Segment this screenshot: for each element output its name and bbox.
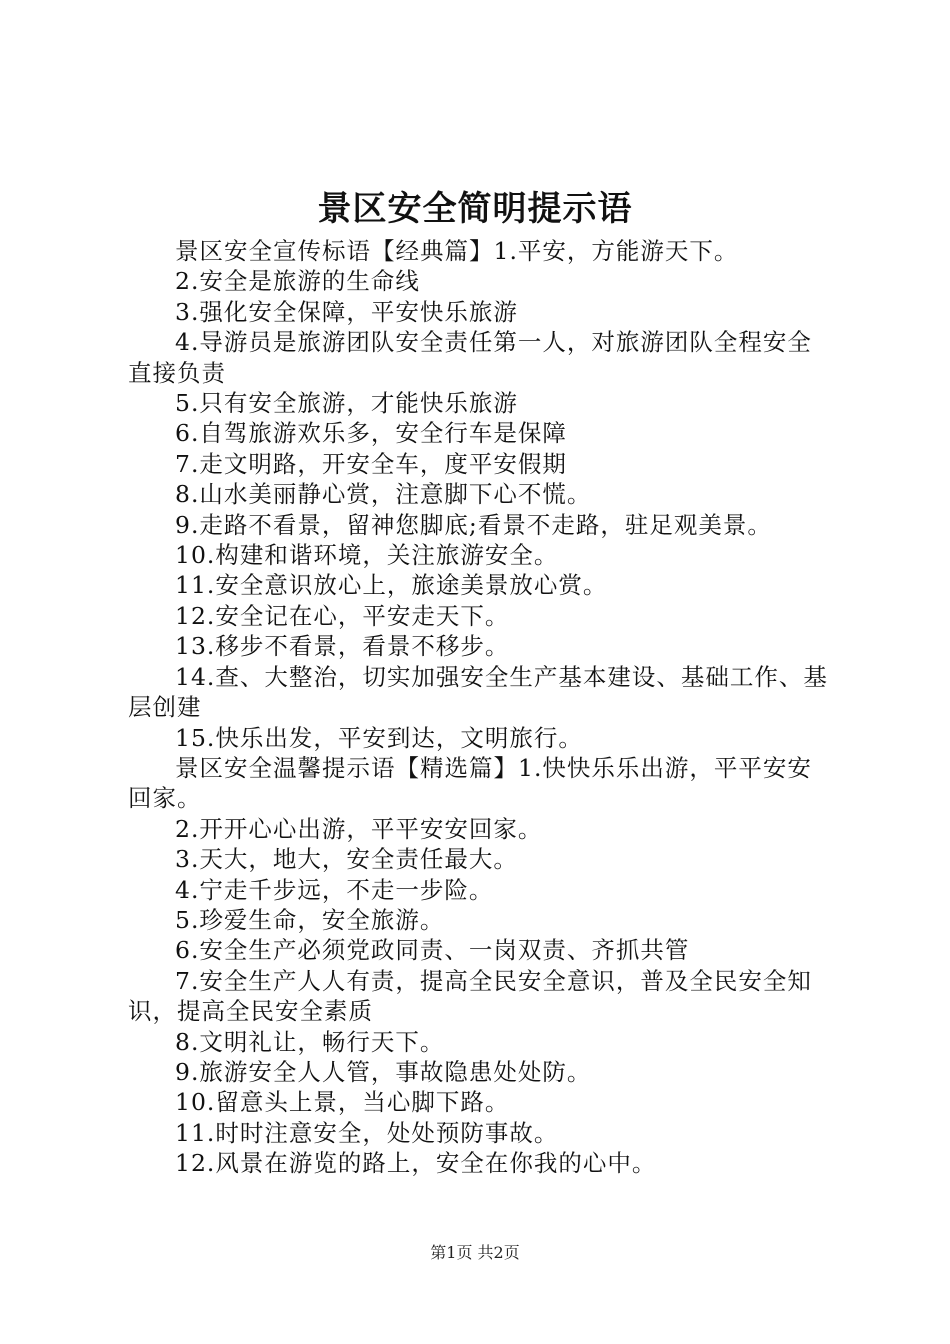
paragraph: 景区安全温馨提示语【精选篇】1.快快乐乐出游，平平安安回家。 xyxy=(128,753,812,813)
paragraph: 景区安全宣传标语【经典篇】1.平安，方能游天下。 xyxy=(175,237,739,265)
page-footer: 第1页 共2页 xyxy=(430,1243,520,1262)
paragraph: 6.安全生产必须党政同责、一岗双责、齐抓共管 xyxy=(175,936,690,965)
paragraph: 13.移步不看景，看景不移步。 xyxy=(175,632,510,661)
paragraph: 5.珍爱生命，安全旅游。 xyxy=(175,905,445,934)
document-body xyxy=(128,236,833,1179)
paragraph: 5.只有安全旅游，才能快乐旅游 xyxy=(175,389,518,418)
paragraph: 10.构建和谐环境，关注旅游安全。 xyxy=(175,541,559,570)
paragraph: 9.旅游安全人人管，事故隐患处处防。 xyxy=(175,1057,592,1086)
paragraph: 6.自驾旅游欢乐多，安全行车是保障 xyxy=(175,419,567,448)
paragraph: 4.导游员是旅游团队安全责任第一人，对旅游团队全程安全直接负责 xyxy=(128,328,812,387)
paragraph: 12.安全记在心，平安走天下。 xyxy=(175,601,510,630)
paragraph: 8.文明礼让，畅行天下。 xyxy=(175,1027,445,1056)
paragraph: 10.留意头上景，当心脚下路。 xyxy=(175,1088,510,1117)
paragraph: 3.强化安全保障，平安快乐旅游 xyxy=(175,297,518,326)
paragraph: 4.宁走千步远，不走一步险。 xyxy=(175,875,494,904)
paragraph: 12.风景在游览的路上，安全在你我的心中。 xyxy=(175,1149,657,1178)
paragraph: 14.查、大整治，切实加强安全生产基本建设、基础工作、基层创建 xyxy=(128,662,828,722)
paragraph: 7.走文明路，开安全车，度平安假期 xyxy=(175,449,567,478)
paragraph: 2.开开心心出游，平平安安回家。 xyxy=(175,814,543,843)
paragraph: 7.安全生产人人有责，提高全民安全意识，普及全民安全知识，提高全民安全素质 xyxy=(128,966,812,1026)
paragraph: 8.山水美丽静心赏，注意脚下心不慌。 xyxy=(175,480,592,509)
paragraph: 11.时时注意安全，处处预防事故。 xyxy=(175,1118,559,1147)
paragraph: 9.走路不看景，留神您脚底;看景不走路，驻足观美景。 xyxy=(175,510,772,539)
paragraph: 3.天大，地大，安全责任最大。 xyxy=(175,845,518,874)
page-title: 景区安全简明提示语 xyxy=(317,189,633,229)
paragraph: 11.安全意识放心上，旅途美景放心赏。 xyxy=(175,571,608,600)
paragraph: 2.安全是旅游的生命线 xyxy=(175,267,420,296)
paragraph: 15.快乐出发，平安到达，文明旅行。 xyxy=(175,723,583,752)
